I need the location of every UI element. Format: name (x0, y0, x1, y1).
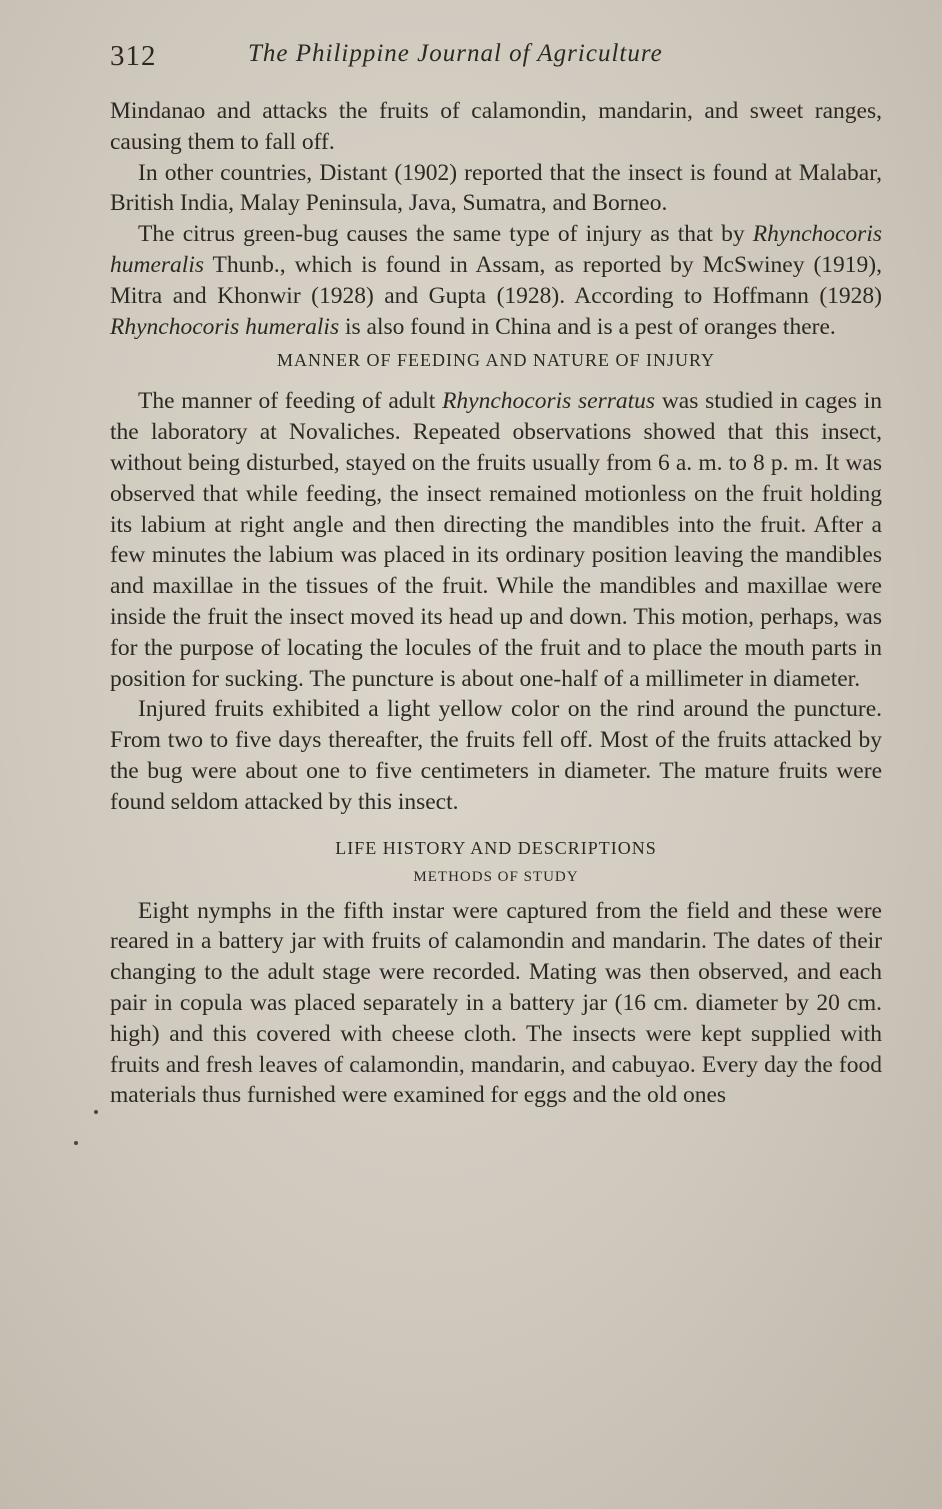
paragraph-feeding (110, 386, 882, 694)
page-number: 312 (110, 40, 157, 72)
section-heading-feeding: MANNER OF FEEDING AND NATURE OF INJURY (276, 350, 716, 371)
text-run: The manner of feeding of adult (138, 388, 443, 415)
print-speck (74, 1141, 78, 1145)
text-run: is also found in China and is a pest of oranges there. (339, 313, 836, 340)
body-text (110, 96, 882, 1111)
running-header (110, 40, 880, 84)
paragraph-injury: Injured fruits exhibited a light yellow color on the rind around the puncture. From two to five days thereafter, the fruits fell off. Most of the fruits attacked by the bug were about one to five centimeters in diameter. The mature fruits were found seldom attacked by this insect. (110, 696, 882, 815)
section-heading-life-history: LIFE HISTORY AND DESCRIPTIONS (335, 837, 657, 858)
journal-title: The Philippine Journal of Agriculture (248, 40, 663, 67)
text-run: was studied in cages in the laboratory at Novaliches. Repeated observations showed that this insect, without being disturbed, stayed on the fruits usually from 6 a. m. to 8 p. m. It was observed that while feeding, the insect remained motionless on the fruit holding its labium at right angle and then directing the mandibles into the fruit. After a few minutes the labium was placed in its ordinary position leaving the mandibles and maxillae in the tissues of the fruit. While the mandibles and maxillae were inside the fruit the insect moved its head up and down. This motion, perhaps, was for the purpose of locating the locules of the fruit and to place the mouth parts in position for sucking. The puncture is about one-half of a millimeter in diameter. (110, 388, 882, 692)
text-run: The citrus green-bug causes the same type of injury as that by (138, 221, 753, 248)
text-run: Thunb., which is found in Assam, as reported by McSwiney (1919), Mitra and Khonwir (1928) and Gupta (1928). According to Hoffmann (1928) (110, 251, 882, 309)
species-name: Rhynchocoris serratus (442, 388, 656, 415)
paragraph-distribution: In other countries, Distant (1902) reported that the insect is found at Malabar, British India, Malay Peninsula, Java, Sumatra, and Borneo. (110, 159, 882, 217)
print-speck (94, 1110, 98, 1114)
paragraph-continued: Mindanao and attacks the fruits of calamondin, mandarin, and sweet ranges, causing them to fall off. (110, 98, 882, 155)
species-name: Rhynchocoris humeralis (110, 221, 882, 278)
subsection-heading-methods: METHODS OF STUDY (413, 868, 579, 885)
paragraph-methods: Eight nymphs in the fifth instar were captured from the field and these were reared in a battery jar with fruits of calamondin and mandarin. The dates of their changing to the adult stage were recorded. Mating was then observed, and each pair in copula was placed separately in a battery jar (16 cm. diameter by 20 cm. high) and this covered with cheese cloth. The insects were kept supplied with fruits and fresh leaves of calamondin, mandarin, and cabuyao. Every day the food materials thus furnished were examined for eggs and the old ones (110, 897, 882, 1109)
species-name: Rhynchocoris humeralis (110, 313, 340, 340)
paragraph-similar-injury (110, 219, 882, 342)
